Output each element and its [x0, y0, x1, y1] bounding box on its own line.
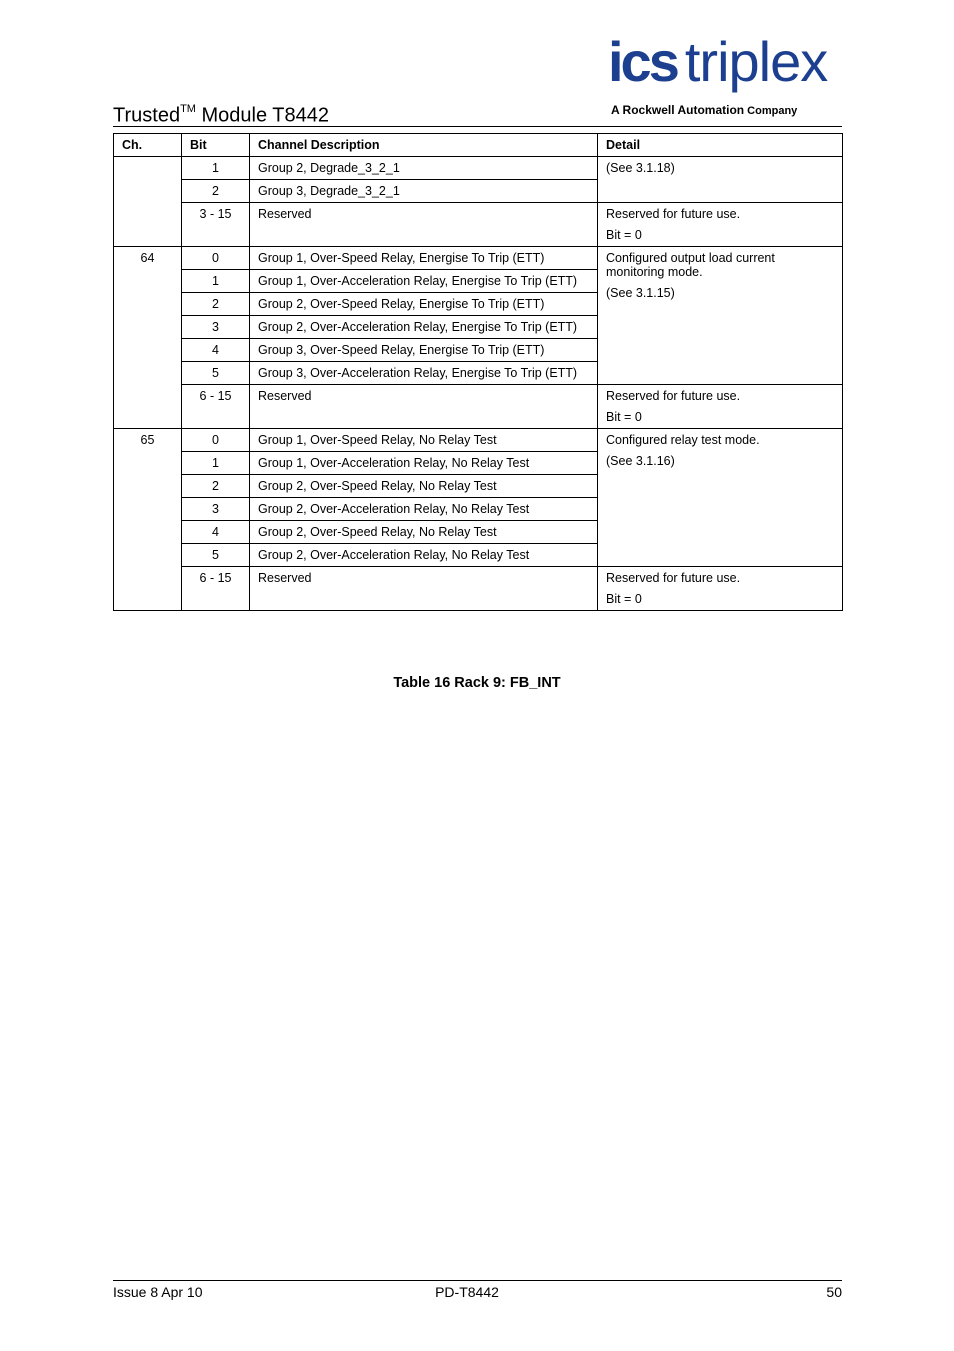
channel-cell — [114, 157, 182, 247]
col-header-bit: Bit — [182, 134, 250, 157]
document-title: Trusted™ Module T8442 — [113, 103, 330, 127]
description-cell: Reserved — [250, 203, 598, 247]
page-number: 50 — [826, 1284, 842, 1300]
detail-cell: Configured output load current monitoring mode. (See 3.1.15) — [598, 247, 843, 385]
bit-cell: 0 — [182, 247, 250, 270]
description-cell: Group 2, Over-Acceleration Relay, No Relay Test — [250, 498, 598, 521]
channel-cell: 65 — [114, 429, 182, 611]
description-cell: Group 2, Degrade_3_2_1 — [250, 157, 598, 180]
col-header-description: Channel Description — [250, 134, 598, 157]
fb-int-table — [113, 133, 843, 611]
bit-cell: 2 — [182, 475, 250, 498]
bit-cell: 2 — [182, 180, 250, 203]
detail-cell: Reserved for future use. Bit = 0 — [598, 385, 843, 429]
detail-cell: Reserved for future use. Bit = 0 — [598, 567, 843, 611]
table-row — [114, 385, 843, 429]
description-cell: Group 2, Over-Speed Relay, No Relay Test — [250, 475, 598, 498]
bit-cell: 6 - 15 — [182, 567, 250, 611]
description-cell: Reserved — [250, 385, 598, 429]
table-row — [114, 203, 843, 247]
col-header-detail: Detail — [598, 134, 843, 157]
bit-cell: 1 — [182, 452, 250, 475]
footer-issue: Issue 8 Apr 10 — [113, 1284, 203, 1300]
bit-cell: 5 — [182, 544, 250, 567]
bit-cell: 1 — [182, 157, 250, 180]
detail-cell: (See 3.1.18) — [598, 157, 843, 203]
bit-cell: 3 — [182, 316, 250, 339]
bit-cell: 3 - 15 — [182, 203, 250, 247]
bit-cell: 4 — [182, 339, 250, 362]
description-cell: Group 1, Over-Speed Relay, Energise To Trip (ETT) — [250, 247, 598, 270]
description-cell: Reserved — [250, 567, 598, 611]
description-cell: Group 3, Over-Speed Relay, Energise To Trip (ETT) — [250, 339, 598, 362]
description-cell: Group 3, Degrade_3_2_1 — [250, 180, 598, 203]
table-header-row — [114, 134, 843, 157]
table-row — [114, 429, 843, 452]
table-row — [114, 247, 843, 270]
bit-cell: 0 — [182, 429, 250, 452]
bit-cell: 1 — [182, 270, 250, 293]
description-cell: Group 2, Over-Speed Relay, No Relay Test — [250, 521, 598, 544]
bit-cell: 3 — [182, 498, 250, 521]
bit-cell: 6 - 15 — [182, 385, 250, 429]
table-row — [114, 567, 843, 611]
description-cell: Group 3, Over-Acceleration Relay, Energise To Trip (ETT) — [250, 362, 598, 385]
description-cell: Group 1, Over-Acceleration Relay, No Relay Test — [250, 452, 598, 475]
description-cell: Group 2, Over-Speed Relay, Energise To Trip (ETT) — [250, 293, 598, 316]
channel-cell: 64 — [114, 247, 182, 429]
description-cell: Group 2, Over-Acceleration Relay, No Relay Test — [250, 544, 598, 567]
description-cell: Group 1, Over-Acceleration Relay, Energise To Trip (ETT) — [250, 270, 598, 293]
bit-cell: 4 — [182, 521, 250, 544]
ics-triplex-logo: ics triplex A Rockwell Automation Company — [608, 30, 828, 117]
header-rule — [113, 126, 842, 127]
table-caption: Table 16 Rack 9: FB_INT — [393, 675, 561, 691]
footer-rule — [113, 1280, 842, 1281]
bit-cell: 5 — [182, 362, 250, 385]
col-header-ch: Ch. — [114, 134, 182, 157]
description-cell: Group 2, Over-Acceleration Relay, Energise To Trip (ETT) — [250, 316, 598, 339]
bit-cell: 2 — [182, 293, 250, 316]
footer-doc-id: PD-T8442 — [435, 1284, 499, 1300]
description-cell: Group 1, Over-Speed Relay, No Relay Test — [250, 429, 598, 452]
detail-cell: Configured relay test mode. (See 3.1.16) — [598, 429, 843, 567]
table-row — [114, 157, 843, 180]
detail-cell: Reserved for future use. Bit = 0 — [598, 203, 843, 247]
